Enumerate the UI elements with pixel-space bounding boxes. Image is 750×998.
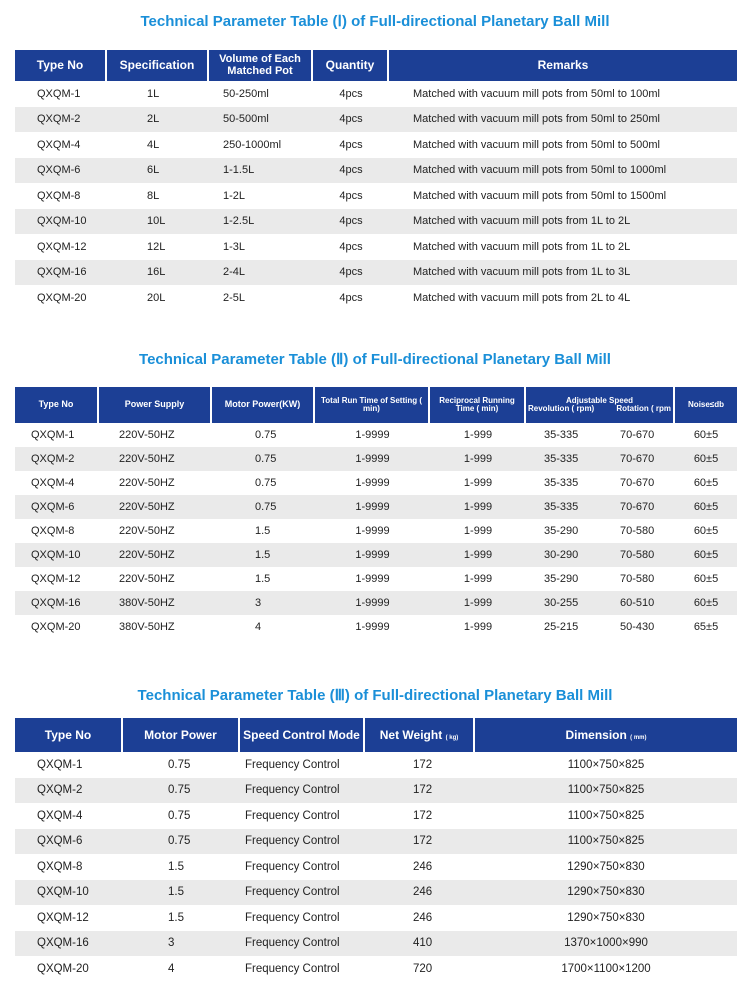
table-row bbox=[15, 209, 737, 235]
table3 bbox=[15, 718, 737, 982]
table3-cell-type: QXQM-10 bbox=[15, 880, 123, 906]
table2-cell-type: QXQM-16 bbox=[15, 591, 99, 615]
table1 bbox=[15, 50, 737, 311]
table-row bbox=[15, 543, 737, 567]
table3-cell-motor: 0.75 bbox=[168, 809, 191, 822]
table-row bbox=[15, 854, 737, 880]
table3-cell-type: QXQM-2 bbox=[15, 778, 123, 804]
table2-cell-noise: 60±5 bbox=[693, 573, 719, 585]
table2-header-speed bbox=[526, 387, 675, 423]
table-row bbox=[15, 234, 737, 260]
table1-header-type: Type No bbox=[15, 50, 107, 81]
table2-cell-type: QXQM-8 bbox=[31, 525, 75, 537]
table-row bbox=[15, 260, 737, 286]
table2-cell-runtime: 1-9999 bbox=[315, 591, 430, 615]
table3-cell-speed: Frequency Control bbox=[245, 860, 340, 873]
table3-cell-type: QXQM-4 bbox=[37, 809, 83, 822]
table2-cell-noise: 60±5 bbox=[693, 477, 719, 489]
table1-cell-volume: 2-4L bbox=[209, 260, 313, 286]
table-row bbox=[15, 447, 737, 471]
table3-cell-type: QXQM-1 bbox=[37, 758, 83, 771]
table2-cell-runtime: 1-9999 bbox=[315, 447, 430, 471]
table1-cell-remarks: Matched with vacuum mill pots from 50ml to 1000ml bbox=[389, 158, 737, 184]
table2-cell-recip: 1-999 bbox=[463, 573, 493, 585]
table-row bbox=[15, 423, 737, 447]
table-row bbox=[15, 107, 737, 133]
table-row bbox=[15, 829, 737, 855]
table1-cell-spec: 20L bbox=[147, 291, 166, 304]
table2-cell-recip: 1-999 bbox=[463, 525, 493, 537]
table2-cell-motor: 0.75 bbox=[212, 495, 315, 519]
table2-cell-revolution: 35-335 bbox=[544, 477, 579, 489]
table3-cell-dimension: 1700×1100×1200 bbox=[561, 962, 651, 975]
table2-cell-power: 220V-50HZ bbox=[99, 543, 212, 567]
table1-cell-spec: 16L bbox=[107, 260, 209, 286]
table2-header-speed-label: Adjustable Speed bbox=[565, 395, 634, 405]
table3-cell-dimension: 1290×750×830 bbox=[567, 911, 645, 924]
table1-cell-remarks: Matched with vacuum mill pots from 1L to 2L bbox=[389, 209, 737, 235]
table-row bbox=[15, 285, 737, 311]
table1-cell-volume: 50-500ml bbox=[209, 107, 313, 133]
table3-cell-dimension: 1370×1000×990 bbox=[475, 931, 737, 957]
table1-cell-type: QXQM-8 bbox=[37, 189, 81, 202]
table-row bbox=[15, 471, 737, 495]
table3-cell-speed: Frequency Control bbox=[245, 758, 340, 771]
table-row bbox=[15, 615, 737, 639]
table-row bbox=[15, 183, 737, 209]
table3-cell-weight: 172 bbox=[413, 758, 433, 771]
table1-cell-spec: 4L bbox=[147, 138, 160, 151]
table1-cell-spec: 1L bbox=[147, 87, 160, 100]
table1-cell-spec: 12L bbox=[147, 240, 166, 253]
table2-cell-recip: 1-999 bbox=[463, 621, 493, 633]
table1-cell-type: QXQM-2 bbox=[15, 107, 107, 133]
table2-cell-power: 380V-50HZ bbox=[119, 621, 175, 633]
table1-cell-spec: 6L bbox=[107, 158, 209, 184]
table1-cell-volume: 2-5L bbox=[223, 291, 246, 304]
table3-cell-weight: 172 bbox=[365, 778, 475, 804]
table1-cell-type: QXQM-4 bbox=[37, 138, 81, 151]
table2 bbox=[15, 387, 737, 639]
table2-cell-noise: 60±5 bbox=[693, 525, 719, 537]
table2-cell-power: 220V-50HZ bbox=[119, 477, 175, 489]
table1-cell-volume: 1-2L bbox=[223, 189, 246, 202]
table1-cell-qty: 4pcs bbox=[313, 107, 389, 133]
table3-cell-type: QXQM-6 bbox=[15, 829, 123, 855]
table2-cell-power: 220V-50HZ bbox=[119, 429, 175, 441]
table3-cell-weight: 246 bbox=[365, 880, 475, 906]
table1-cell-volume: 50-250ml bbox=[223, 87, 269, 100]
table2-cell-rotation: 70-670 bbox=[620, 429, 655, 441]
table3-cell-speed: Frequency Control bbox=[245, 809, 340, 822]
table1-cell-volume: 1-2.5L bbox=[209, 209, 313, 235]
table1-header-qty: Quantity bbox=[313, 50, 389, 81]
table3-cell-weight: 410 bbox=[365, 931, 475, 957]
table-row bbox=[15, 495, 737, 519]
table2-cell-rotation: 70-580 bbox=[620, 525, 655, 537]
table3-cell-motor: 1.5 bbox=[168, 911, 184, 924]
table2-cell-runtime: 1-9999 bbox=[315, 543, 430, 567]
table3-cell-motor: 4 bbox=[168, 962, 175, 975]
table2-cell-runtime: 1-9999 bbox=[355, 525, 390, 537]
table2-header-type: Type No bbox=[15, 387, 99, 423]
table2-cell-rotation: 60-510 bbox=[604, 591, 675, 615]
table2-cell-rotation: 70-670 bbox=[604, 447, 675, 471]
table1-cell-qty: 4pcs bbox=[313, 260, 389, 286]
table3-cell-motor: 1.5 bbox=[123, 880, 240, 906]
table3-header-weight bbox=[365, 718, 475, 752]
table3-cell-speed: Frequency Control bbox=[240, 829, 365, 855]
table1-title: Technical Parameter Table (Ⅰ) of Full-directional Planetary Ball Mill bbox=[140, 13, 610, 30]
table2-header-noise: Noise≤db bbox=[675, 387, 737, 423]
table2-cell-runtime: 1-9999 bbox=[355, 573, 390, 585]
table-row bbox=[15, 567, 737, 591]
table1-cell-remarks: Matched with vacuum mill pots from 1L to 2L bbox=[413, 240, 631, 253]
table-row bbox=[15, 803, 737, 829]
table2-cell-runtime: 1-9999 bbox=[355, 477, 390, 489]
table-row bbox=[15, 931, 737, 957]
table3-header-dimension bbox=[475, 718, 737, 752]
table2-header-motor: Motor Power(KW) bbox=[212, 387, 315, 423]
table2-cell-motor: 1.5 bbox=[212, 543, 315, 567]
table2-cell-recip: 1-999 bbox=[430, 591, 526, 615]
table3-cell-motor: 1.5 bbox=[168, 860, 184, 873]
table2-header-revolution: Revolution ( rpm) bbox=[528, 404, 595, 413]
table2-cell-type: QXQM-4 bbox=[31, 477, 75, 489]
table1-cell-type: QXQM-1 bbox=[37, 87, 81, 100]
table3-cell-type: QXQM-12 bbox=[37, 911, 89, 924]
table1-cell-qty: 4pcs bbox=[339, 240, 363, 253]
table1-cell-volume: 1-3L bbox=[223, 240, 246, 253]
table1-cell-qty: 4pcs bbox=[313, 209, 389, 235]
table-row bbox=[15, 778, 737, 804]
table2-cell-power: 220V-50HZ bbox=[99, 495, 212, 519]
table3-cell-dimension: 1290×750×830 bbox=[567, 860, 645, 873]
table1-cell-volume: 1-1.5L bbox=[209, 158, 313, 184]
table-row bbox=[15, 956, 737, 982]
table-row bbox=[15, 752, 737, 778]
table2-cell-runtime: 1-9999 bbox=[355, 429, 390, 441]
table3-cell-speed: Frequency Control bbox=[240, 931, 365, 957]
table2-cell-noise: 60±5 bbox=[693, 429, 719, 441]
table3-cell-type: QXQM-20 bbox=[37, 962, 89, 975]
table3-cell-dimension: 1100×750×825 bbox=[567, 758, 645, 771]
table1-cell-remarks: Matched with vacuum mill pots from 50ml to 500ml bbox=[413, 138, 660, 151]
table3-cell-speed: Frequency Control bbox=[240, 880, 365, 906]
table2-cell-revolution: 35-335 bbox=[526, 495, 604, 519]
table2-cell-recip: 1-999 bbox=[430, 495, 526, 519]
table2-cell-motor: 0.75 bbox=[255, 429, 277, 441]
table2-cell-noise: 60±5 bbox=[675, 543, 737, 567]
table3-cell-motor: 0.75 bbox=[168, 758, 191, 771]
table1-cell-type: QXQM-6 bbox=[15, 158, 107, 184]
table-row bbox=[15, 81, 737, 107]
table1-cell-qty: 4pcs bbox=[339, 291, 363, 304]
table3-cell-motor: 0.75 bbox=[123, 829, 240, 855]
table1-cell-qty: 4pcs bbox=[339, 189, 363, 202]
table3-header-weight-label: Net Weight bbox=[379, 727, 443, 742]
table3-header-speed: Speed Control Mode bbox=[240, 718, 365, 752]
table2-cell-type: QXQM-2 bbox=[15, 447, 99, 471]
table2-cell-recip: 1-999 bbox=[430, 447, 526, 471]
table2-cell-type: QXQM-10 bbox=[15, 543, 99, 567]
table2-header-rotation: Rotation ( rpm bbox=[616, 404, 672, 413]
table2-cell-runtime: 1-9999 bbox=[355, 621, 390, 633]
table2-cell-power: 220V-50HZ bbox=[99, 447, 212, 471]
table3-cell-dimension: 1100×750×825 bbox=[475, 829, 737, 855]
table2-cell-revolution: 35-335 bbox=[526, 447, 604, 471]
table2-cell-rotation: 70-670 bbox=[620, 477, 655, 489]
table2-cell-revolution: 30-290 bbox=[526, 543, 604, 567]
table2-cell-type: QXQM-6 bbox=[15, 495, 99, 519]
table3-cell-weight: 172 bbox=[413, 809, 433, 822]
table2-cell-motor: 4 bbox=[255, 621, 262, 633]
table2-cell-noise: 60±5 bbox=[675, 447, 737, 471]
table1-cell-remarks: Matched with vacuum mill pots from 1L to 3L bbox=[389, 260, 737, 286]
table2-cell-recip: 1-999 bbox=[463, 429, 493, 441]
table1-cell-qty: 4pcs bbox=[339, 87, 363, 100]
table1-header-remarks: Remarks bbox=[389, 50, 737, 81]
table2-cell-motor: 0.75 bbox=[212, 447, 315, 471]
table2-cell-type: QXQM-12 bbox=[31, 573, 81, 585]
table2-cell-revolution: 35-335 bbox=[544, 429, 579, 441]
table3-cell-weight: 720 bbox=[413, 962, 433, 975]
table1-cell-type: QXQM-16 bbox=[15, 260, 107, 286]
table1-cell-type: QXQM-12 bbox=[37, 240, 87, 253]
table3-cell-motor: 0.75 bbox=[123, 778, 240, 804]
table2-cell-power: 220V-50HZ bbox=[119, 573, 175, 585]
table3-header-weight-unit: ( kg) bbox=[445, 734, 459, 741]
table-row bbox=[15, 905, 737, 931]
table2-title: Technical Parameter Table (Ⅱ) of Full-directional Planetary Ball Mill bbox=[139, 351, 611, 368]
table2-cell-rotation: 70-580 bbox=[604, 543, 675, 567]
table2-cell-revolution: 35-290 bbox=[544, 525, 579, 537]
table3-cell-dimension: 1290×750×830 bbox=[475, 880, 737, 906]
table1-header-volume: Volume of Each Matched Pot bbox=[209, 50, 313, 81]
table1-cell-spec: 8L bbox=[147, 189, 160, 202]
table3-header-dimension-unit: ( mm) bbox=[630, 734, 647, 741]
table3-body bbox=[15, 752, 737, 982]
table3-cell-weight: 246 bbox=[413, 911, 433, 924]
table1-cell-remarks: Matched with vacuum mill pots from 50ml to 100ml bbox=[413, 87, 660, 100]
table1-cell-remarks: Matched with vacuum mill pots from 50ml to 1500ml bbox=[413, 189, 667, 202]
table3-header-motor: Motor Power bbox=[123, 718, 240, 752]
table2-cell-runtime: 1-9999 bbox=[315, 495, 430, 519]
table3-cell-type: QXQM-16 bbox=[15, 931, 123, 957]
table-row bbox=[15, 880, 737, 906]
table2-header-power: Power Supply bbox=[99, 387, 212, 423]
table3-header-dimension-label: Dimension bbox=[565, 727, 627, 742]
table2-cell-rotation: 50-430 bbox=[620, 621, 655, 633]
table2-cell-type: QXQM-20 bbox=[31, 621, 81, 633]
table3-cell-speed: Frequency Control bbox=[240, 778, 365, 804]
table2-cell-power: 220V-50HZ bbox=[119, 525, 175, 537]
table2-cell-noise: 65±5 bbox=[693, 621, 719, 633]
table1-cell-remarks: Matched with vacuum mill pots from 50ml to 250ml bbox=[389, 107, 737, 133]
table2-cell-power: 380V-50HZ bbox=[99, 591, 212, 615]
table2-cell-recip: 1-999 bbox=[430, 543, 526, 567]
table3-cell-dimension: 1100×750×825 bbox=[567, 809, 645, 822]
table2-cell-motor: 1.5 bbox=[255, 525, 271, 537]
table-row bbox=[15, 591, 737, 615]
table1-cell-spec: 2L bbox=[107, 107, 209, 133]
table1-cell-volume: 250-1000ml bbox=[223, 138, 282, 151]
table-row bbox=[15, 519, 737, 543]
table1-header-spec: Specification bbox=[107, 50, 209, 81]
table2-cell-revolution: 30-255 bbox=[526, 591, 604, 615]
table2-cell-motor: 3 bbox=[212, 591, 315, 615]
table3-cell-weight: 246 bbox=[413, 860, 433, 873]
table1-cell-type: QXQM-20 bbox=[37, 291, 87, 304]
table2-cell-motor: 1.5 bbox=[255, 573, 271, 585]
table2-header-recip: Reciprocal Running Time ( min) bbox=[430, 387, 526, 423]
table2-cell-rotation: 70-670 bbox=[604, 495, 675, 519]
table3-cell-weight: 172 bbox=[365, 829, 475, 855]
table1-cell-qty: 4pcs bbox=[339, 138, 363, 151]
table3-cell-speed: Frequency Control bbox=[245, 962, 340, 975]
table1-cell-qty: 4pcs bbox=[313, 158, 389, 184]
table-row bbox=[15, 132, 737, 158]
table3-header-type: Type No bbox=[15, 718, 123, 752]
table-row bbox=[15, 158, 737, 184]
table1-cell-spec: 10L bbox=[107, 209, 209, 235]
table3-cell-type: QXQM-8 bbox=[37, 860, 83, 873]
table1-cell-remarks: Matched with vacuum mill pots from 2L to 4L bbox=[413, 291, 631, 304]
table2-cell-revolution: 25-215 bbox=[544, 621, 579, 633]
table2-cell-noise: 60±5 bbox=[675, 591, 737, 615]
table2-header-runtime: Total Run Time of Setting ( min) bbox=[315, 387, 430, 423]
table2-cell-noise: 60±5 bbox=[675, 495, 737, 519]
table2-cell-motor: 0.75 bbox=[255, 477, 277, 489]
table3-cell-dimension: 1100×750×825 bbox=[475, 778, 737, 804]
table1-body bbox=[15, 81, 737, 311]
table2-cell-rotation: 70-580 bbox=[620, 573, 655, 585]
table3-cell-motor: 3 bbox=[123, 931, 240, 957]
table2-cell-revolution: 35-290 bbox=[544, 573, 579, 585]
table3-cell-speed: Frequency Control bbox=[245, 911, 340, 924]
table2-cell-recip: 1-999 bbox=[463, 477, 493, 489]
table2-cell-type: QXQM-1 bbox=[31, 429, 75, 441]
table1-cell-type: QXQM-10 bbox=[15, 209, 107, 235]
table2-body bbox=[15, 423, 737, 639]
table3-title: Technical Parameter Table (Ⅲ) of Full-directional Planetary Ball Mill bbox=[137, 687, 613, 704]
